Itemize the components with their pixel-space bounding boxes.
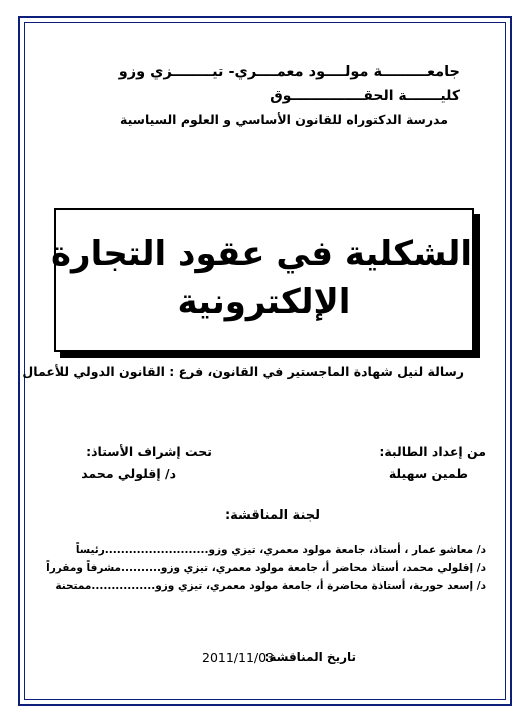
supervisor-name: د/ إقلولي محمد [81,466,176,481]
thesis-note: رسالة لنيل شهادة الماجستير في القانون، فرع : القانون الدولي للأعمال [22,364,464,379]
doctoral-school: مدرسة الدكتوراه للقانون الأساسي و العلوم السياسية [120,112,448,127]
university-name: جامعـــــــــة مولــــود معمــــري- تيــــــــزي وزو [118,64,460,80]
prepared-by-label: من إعداد الطالبة: [379,444,486,459]
committee-member-1: د/ معاشو عمار ، أستاذ، جامعة مولود معمري، تيزي وزو..........................رئيساً [75,544,486,556]
defense-date-value: 2011/11/03 [202,650,275,665]
supervisor-label: تحت إشراف الأستاذ: [86,444,212,459]
committee-member-2: د/ إقلولي محمد، أستاذ محاضر أ، جامعة مولود معمري، تيزي وزو..........مشرفاً ومقرراً [46,562,486,574]
thesis-title-line-1: الشكلية في عقود التجارة [50,234,472,274]
student-name: طمين سهيلة [388,466,468,481]
title-box [50,208,474,352]
faculty-name: كليـــــــة الحقـــــــــــــــوق [270,88,460,104]
thesis-title-line-2: الإلكترونية [177,282,351,322]
committee-member-3: د/ إسعد حورية، أستاذة محاضرة أ، جامعة مولود معمري، تيزي وزو................ممتحنة [55,580,486,592]
committee-label: لجنة المناقشة: [224,508,320,523]
defense-date-label: تاريخ المناقشة: [264,650,356,664]
